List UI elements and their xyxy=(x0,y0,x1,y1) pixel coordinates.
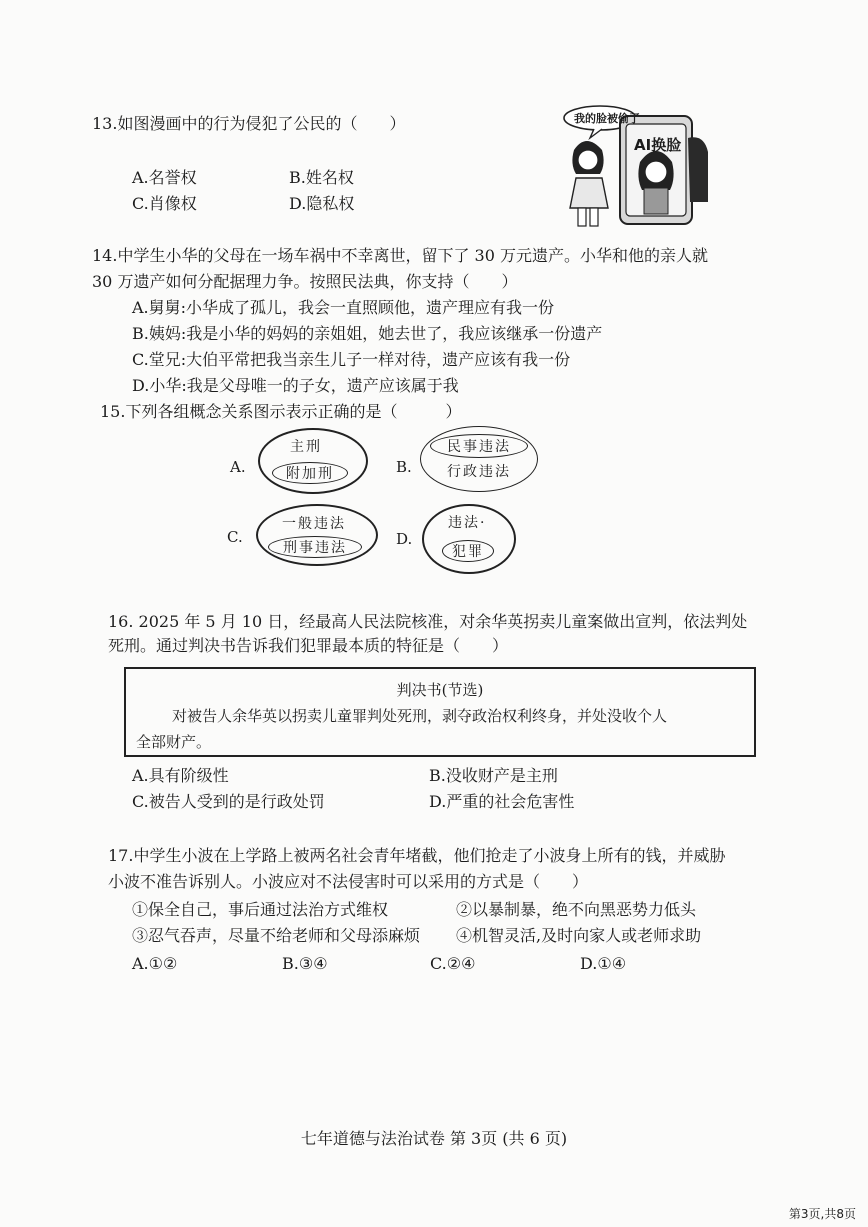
q15-diagram-d xyxy=(422,504,518,576)
q15-diagram-b-inner: 民事违法 xyxy=(430,434,528,458)
q17-option-d: D.①④ xyxy=(580,954,627,973)
ai-face-swap-cartoon xyxy=(560,98,710,230)
q14-stem-line1: 14.中学生小华的父母在一场车祸中不幸离世，留下了 30 万元遗产。小华和他的亲人就 xyxy=(92,246,708,265)
q15-diagram-b-outer: 行政违法 xyxy=(420,426,538,492)
q16-option-d: D.严重的社会危害性 xyxy=(429,792,575,811)
q13-stem: 13.如图漫画中的行为侵犯了公民的（ ） xyxy=(92,114,406,133)
q15-diagram-d-label: D. xyxy=(396,530,413,548)
q15-diagram-c-outer-label: 一般违法 xyxy=(282,516,346,532)
q14-option-b: B.姨妈:我是小华的妈妈的亲姐姐，她去世了，我应该继承一份遗产 xyxy=(132,324,603,343)
q16-option-b: B.没收财产是主刑 xyxy=(429,766,558,785)
page-footer: 七年道德与法治试卷 第 3页 (共 6 页) xyxy=(300,1129,568,1148)
q15-diagram-b xyxy=(420,426,544,496)
q15-stem: 15.下列各组概念关系图示表示正确的是（ ） xyxy=(100,402,462,421)
q14-option-a: A.舅舅:小华成了孤儿，我会一直照顾他，遗产理应有我一份 xyxy=(132,298,555,317)
q17-item-2: ②以暴制暴，绝不向黑恶势力低头 xyxy=(456,900,697,919)
q17-stem-line1: 17.中学生小波在上学路上被两名社会青年堵截，他们抢走了小波身上所有的钱，并威胁 xyxy=(108,846,726,865)
judgment-excerpt-box xyxy=(124,667,756,757)
judgment-line2: 全部财产。 xyxy=(136,733,212,751)
q17-item-1: ①保全自己，事后通过法治方式维权 xyxy=(132,900,389,919)
q15-diagram-c-inner: 刑事违法 xyxy=(268,536,362,558)
judgment-line1: 对被告人余华英以拐卖儿童罪判处死刑，剥夺政治权利终身，并处没收个人 xyxy=(172,707,668,725)
q17-option-a: A.①② xyxy=(132,954,178,973)
q17-option-c: C.②④ xyxy=(430,954,476,973)
q14-stem-line2: 30 万遗产如何分配据理力争。按照民法典，你支持（ ） xyxy=(92,272,518,291)
q14-option-c: C.堂兄:大伯平常把我当亲生儿子一样对待，遗产应该有我一份 xyxy=(132,350,571,369)
q16-option-c: C.被告人受到的是行政处罚 xyxy=(132,792,325,811)
q13-option-d: D.隐私权 xyxy=(289,194,355,213)
q15-diagram-a-inner: 附加刑 xyxy=(272,462,348,484)
page-indicator: 第3页,共8页 xyxy=(788,1207,856,1221)
q16-option-a: A.具有阶级性 xyxy=(132,766,229,785)
q15-diagram-c-label: C. xyxy=(227,528,243,546)
q17-item-3: ③忍气吞声，尽量不给老师和父母添麻烦 xyxy=(132,926,421,945)
q14-option-d: D.小华:我是父母唯一的子女，遗产应该属于我 xyxy=(132,376,459,395)
q17-option-b: B.③④ xyxy=(282,954,328,973)
q13-option-a: A.名誉权 xyxy=(132,168,197,187)
q15-diagram-b-label: B. xyxy=(396,458,412,476)
q16-stem-line2: 死刑。通过判决书告诉我们犯罪最本质的特征是（ ） xyxy=(108,636,509,655)
q13-option-c: C.肖像权 xyxy=(132,194,197,213)
cartoon-phone-label: AI换脸 xyxy=(634,136,682,154)
q17-item-4: ④机智灵活,及时向家人或老师求助 xyxy=(456,926,702,945)
q15-diagram-a-label: A. xyxy=(230,458,246,476)
q17-stem-line2: 小波不准告诉别人。小波应对不法侵害时可以采用的方式是（ ） xyxy=(108,872,589,891)
q16-stem-line1: 16. 2025 年 5 月 10 日，经最高人民法院核准，对余华英拐卖儿童案做出宣判，依法判处 xyxy=(108,612,748,631)
cartoon-bubble-text: 我的脸被偷了 xyxy=(574,112,640,125)
judgment-title: 判决书(节选) xyxy=(396,681,484,699)
q15-diagram-c xyxy=(256,504,380,566)
q15-diagram-d-outer-label: 违法· xyxy=(448,515,487,531)
q13-option-b: B.姓名权 xyxy=(289,168,354,187)
q15-diagram-d-inner: 犯罪 xyxy=(442,540,494,562)
q15-diagram-a-outer-label: 主刑 xyxy=(290,439,322,455)
q15-diagram-a xyxy=(258,428,368,494)
